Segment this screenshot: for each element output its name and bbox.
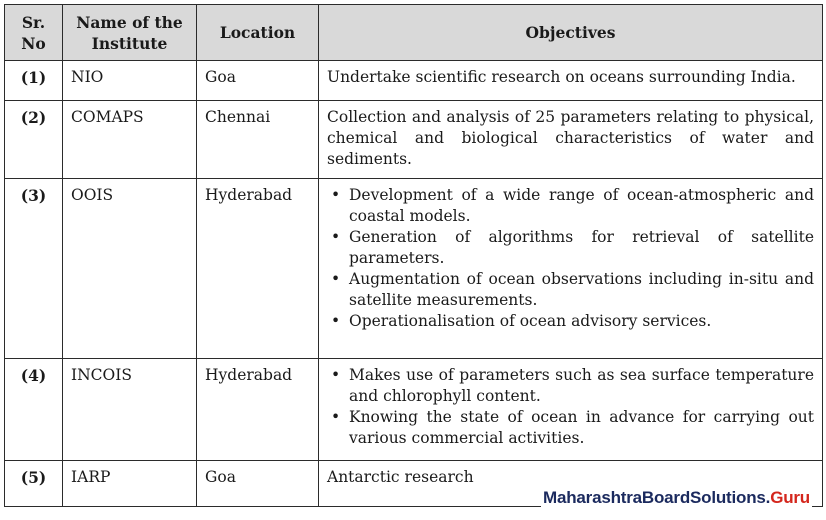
header-institute-name: Name of the Institute (63, 5, 197, 61)
objective-text: Undertake scientific research on oceans surrounding India. (327, 68, 796, 86)
objective-text: Antarctic research (327, 468, 474, 486)
objective-text: Operationalisation of ocean advisory services. (349, 312, 712, 330)
cell-institute-name: NIO (63, 61, 197, 101)
cell-institute-name: IARP (63, 461, 197, 507)
cell-sr-no: (3) (5, 179, 63, 359)
cell-location: Goa (197, 461, 319, 507)
list-item (327, 407, 814, 449)
list-item (327, 365, 814, 407)
table-body (5, 61, 823, 507)
objective-text: Makes use of parameters such as sea surface temperature and chlorophyll content. (349, 366, 814, 405)
cell-sr-no: (4) (5, 359, 63, 461)
cell-sr-no: (5) (5, 461, 63, 507)
header-objectives: Objectives (319, 5, 823, 61)
objective-text: Generation of algorithms for retrieval of satellite parameters. (349, 228, 814, 267)
list-item (327, 227, 814, 269)
bullet-icon: • (331, 228, 341, 246)
objective-text: Knowing the state of ocean in advance for carrying out various commercial activities. (349, 408, 814, 447)
watermark-accent: Guru (770, 488, 810, 507)
header-sr-no: Sr. No (5, 5, 63, 61)
institutes-table (4, 4, 823, 507)
cell-institute-name: OOIS (63, 179, 197, 359)
bullet-icon: • (331, 408, 341, 426)
bullet-icon: • (331, 270, 341, 288)
cell-location: Hyderabad (197, 179, 319, 359)
bullet-icon: • (331, 312, 341, 330)
table-row (5, 61, 823, 101)
list-item (327, 269, 814, 311)
bullet-icon: • (331, 186, 341, 204)
table-header-row (5, 5, 823, 61)
cell-institute-name: COMAPS (63, 101, 197, 179)
cell-objectives (319, 61, 823, 101)
objective-text: Development of a wide range of ocean-atmospheric and coastal models. (349, 186, 814, 225)
objectives-list (327, 365, 814, 449)
objective-text: Augmentation of ocean observations including in-situ and satellite measurements. (349, 270, 814, 309)
watermark-main: MaharashtraBoardSolutions. (543, 488, 771, 507)
cell-objectives (319, 359, 823, 461)
table-row (5, 359, 823, 461)
cell-location: Chennai (197, 101, 319, 179)
objective-text: Collection and analysis of 25 parameters relating to physical, chemical and biological characteristics of water and sediments. (327, 108, 814, 168)
cell-location: Hyderabad (197, 359, 319, 461)
cell-location: Goa (197, 61, 319, 101)
cell-sr-no: (2) (5, 101, 63, 179)
site-watermark (541, 488, 812, 508)
cell-sr-no: (1) (5, 61, 63, 101)
cell-objectives (319, 101, 823, 179)
objectives-list (327, 185, 814, 332)
bullet-icon: • (331, 366, 341, 384)
list-item (327, 311, 814, 332)
cell-objectives (319, 179, 823, 359)
list-item (327, 185, 814, 227)
cell-institute-name: INCOIS (63, 359, 197, 461)
table-row (5, 101, 823, 179)
table-row (5, 179, 823, 359)
header-location: Location (197, 5, 319, 61)
